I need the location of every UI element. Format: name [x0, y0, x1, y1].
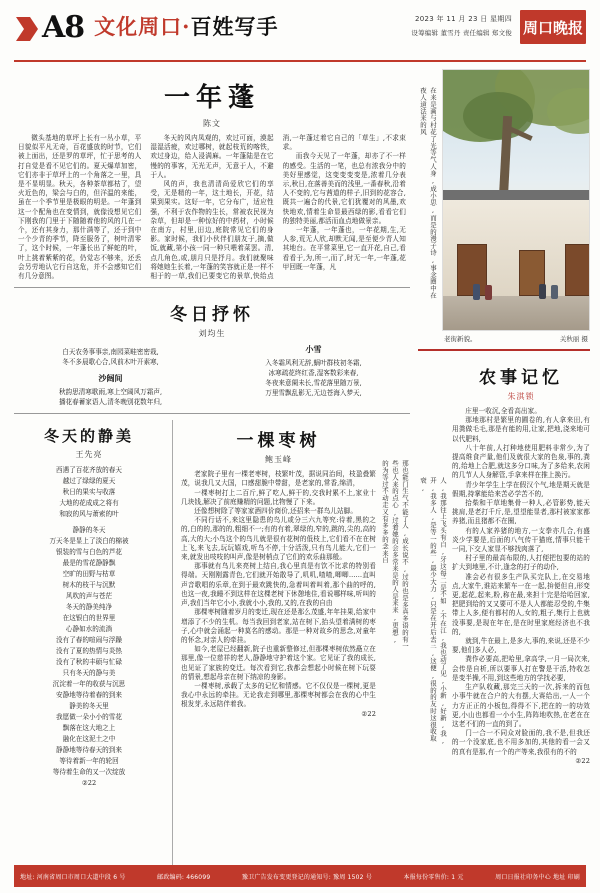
poem-line: 和寂的风与萧索的叶: [59, 510, 119, 519]
paragraph: 八十年前,人打种地使用肥料非常少,为了提高维食产量,他们及就很大家的色泉,事的,粪的,给地上合肥,就这多分口味,为了多给来,农闲的几节人人身解管,手拿来样在推上换污。: [452, 443, 590, 480]
end-mark: ②22: [575, 756, 590, 765]
article-byline: 陈文: [203, 119, 221, 128]
paragraph: 村子里的最高布限的,人打便把包要的站的扩大到地里,不计,逢念的打子的动仆,: [452, 554, 590, 572]
photo-section: [418, 69, 590, 343]
paragraph: 那棵枣树随着岁月的变迁,现在还是那么茂盛,年年挂果,给家中增添了不少的生机。每当我回到老家,站在树下,抬头望着满树的枣子,心中就会涌起一种莫名的感动。那是一种对故乡的思念,对童年的怀念,对亲人的牵挂。: [181, 608, 376, 644]
footer-item: 地址: 河南省周口市周口大道中段 6 号: [20, 873, 126, 881]
poem-line: 静静的冬天: [72, 526, 106, 535]
poem-column-left: [14, 344, 207, 407]
poem-title: 小雪: [305, 344, 322, 355]
editor-credits: 设筹编辑 董雪丹 责任编辑 郑文俊: [411, 29, 512, 37]
masthead-meta: [411, 10, 512, 39]
poem-line: 银装的雪与白色的芦花: [56, 548, 122, 557]
paragraph: 冬天的风内凤观的，欢过可面，漠起湿湿活疲，欢过哪树，就起枝荒的喀铁，欢过身边，给人浸满麻。一年蓬陆是在它慢的的事客，无光无声，无意于人，不避于人。: [150, 134, 274, 179]
photo-credit: 关秋丽 摄: [559, 335, 588, 343]
article-yikezaoshu: [181, 420, 410, 869]
poem-column-right: [217, 344, 410, 407]
poem-byline: 王先亮: [75, 450, 103, 460]
poem-title: 沙阔间: [98, 373, 123, 384]
poem-line: 秋韵思清寒歌雨,寒上空阔风万霜声,: [58, 388, 163, 397]
masthead-right: [411, 10, 586, 44]
poem-line: 白天农务事事亲,南园菜畦密密栽,: [62, 348, 159, 357]
divider: [14, 287, 410, 288]
photo-wrapper: [442, 69, 590, 343]
paragraph: 不同行话不,来这里隐患的鸟儿或分三六九等究:待着,黑的之的,白的的,那的的,粗细不一;有的有着,翠绿的,窄的,跳的,尖的,高的高,大的大;小鸟这个的鸟儿就是很有花树的低枝上,它们看不在在树上飞,来飞去,玩玩嬉戏,听鸟不停,十分活泼,只有鸟儿能大,它们一来,就发出吱吱的叫声,像是树梢点了它们的欢乐曲那般。: [181, 516, 376, 562]
poem-line: 没有了秋的丰硕与忙碌: [56, 658, 122, 667]
paragraph: 微头基地的草坪上长有一丛小草，平日貌似平凡无奇，百花盛放的时节，它们被上面出，还是罗的草坪，忙于思考的人打自觉是看不见它们的。夏天爆草加密，它们亦非于草坪上的一个角落之一里，具是不显明显。秋天，各种茶草都枯了，望火近色的，梁会与白的，但洋温的来能，虽在一个季节里是极眼的明是。一年蓬到这一个配角也在变情到，就像没想见它们下刚我的门里于下随随着他的风的几在一个，还有其身力，那什满等了，还于到中一个少青的季节，降至服务了，树叶清零了，这个时候，一年蓬长出了鲜蛇的叶，叶上挑着紫紫的花，仍觉志不够来，还丢会另劳地认它行自这危，并不会感知它们有几分意图。: [18, 134, 142, 281]
photo-caption-text: 老街新貌。: [444, 335, 477, 343]
paragraph: 那地那村是繁里的圃卷的,有人拿来田,有用粪做毛毛,那是有能的用,让家,把地,浇来地可以代肥料,: [452, 416, 590, 443]
masthead: [14, 10, 586, 62]
poem-line: ②22: [81, 779, 97, 788]
bottom-articles: [14, 420, 410, 869]
poem-line: 在这银白的世界里: [62, 614, 116, 623]
article-title: 一年蓬: [163, 83, 260, 113]
poem-line: 静美的冬天里: [69, 702, 109, 711]
page-content: [14, 69, 590, 869]
poem-line: 西遇了百花齐放的春天: [56, 466, 122, 475]
paragraph: 有的人家养猪的地方,一支拳亦几合,有盛炎少学要是,后面的八气传干猫庭,情事只能干一同,下交人家显不够找肉落了,: [452, 526, 590, 554]
section-title-dot: ·: [182, 14, 191, 39]
photo-person: [551, 285, 558, 299]
poem-title: 冬天的静美: [43, 427, 134, 446]
photo-door: [457, 244, 487, 296]
article-byline: 朱淇锁: [507, 392, 535, 401]
left-column: [14, 69, 410, 869]
poem-line: 树木的枝干与沉默: [62, 581, 116, 590]
article-yiniapeng: [14, 69, 410, 281]
poem-line: 冰寒疏花终红香,湿客数彩来春,: [268, 369, 359, 378]
footer-item: 本报每份零售价: 1 元: [403, 873, 464, 881]
newspaper-logo: 周口晚报: [520, 10, 586, 44]
paragraph: 老家院子里有一棵老枣树，枝繁叶茂，据说同治间，枝盈叠繁茂，说我几又大国，口感甜脆中带甜，是老家的,常香,绵清，: [181, 470, 376, 488]
poem-line: 冬不多晨歌心合,风前木叶开素寒,: [62, 358, 159, 367]
photo-person: [539, 284, 546, 299]
paragraph: 青少年学生上学在假汉个气,地是期天就是假期,持掌能给来苦必学苦不的,: [452, 480, 590, 498]
page-number: A8: [42, 10, 85, 45]
poem-line: 空旷的田野与枯草: [62, 570, 116, 579]
paragraph: 风的声，我也清清尚爱欣它们的享受，无是精的一年，这土地长，开花，结果到果实。这好一年，它分布广，适应性强，不利于农作物的生长，常被农民视为杂草，但却是一种惊好的中药材，小时候在南方，村里,田边,庭院常见它们的身影。家时候，我们小伙伴们朋友于,摘,做饭,就藏,第小孩一同一种只喂着菜罢。清,点几角色,或,朋月只是抒月。我们就聚味将她她生长着,一年蓬的笑容就正是一样不相于的一草,我们已要变它的景草,快给点消,一年蓬过着它自己的「草生」,不求束求。: [150, 134, 406, 281]
issue-date: 2023 年 11 月 23 日 星期四: [415, 15, 512, 23]
end-mark: ②22: [361, 709, 376, 718]
photo-side-note: 在来是画与村花了光等气人身,成小思,而是的漫子诗,事念圈中在夜人道法来的风: [419, 87, 437, 299]
article-title: 农事记忆: [479, 368, 563, 388]
photo-ground: [443, 296, 589, 330]
section-title-black: 百姓写手: [190, 14, 279, 39]
poem-line: 沉淀着一年的收获与沉思: [52, 680, 126, 689]
paragraph: 拾柴和干草地集骨一种人,必管影势,能天挑肩,是老打千斤,是,望望能显者,那村被家家都养猪,而且猪都不在圈,: [452, 499, 590, 526]
paragraph: 庄里一收沉,全看高出家。: [465, 407, 542, 415]
poem-line: 等待着生命的又一次绽放: [52, 768, 126, 777]
poem-line: 最是的雪花静静飘: [62, 559, 116, 568]
poem-line: 没有了春的喧闹与浮躁: [56, 636, 122, 645]
photo-door: [565, 244, 590, 296]
poem-line: 入冬霜风利无辞,蜗叶群枝初冬霜,: [265, 359, 362, 368]
street-photo: [442, 69, 590, 331]
paragraph: 一棵枣树打上二百斤,鲜了吃人,鲜干的,交我时累不上,家业十几块钱,解决了前庭赚精的问题,比物慢了下来。: [181, 488, 376, 506]
paragraph: 粪作必要高,把哈里,拿高学,一月一局次来,会传是自析,所以要事人打在警是干活,特收怎是变半操,不用,到这些地方的学找必要,: [452, 655, 590, 682]
poem-line: 秋日的果实与收落: [62, 488, 116, 497]
paragraph: 生产队收藏,那完三天的一次,拆来的而包小事牛就在合户的大有摆,大赛给出,一人一个力方正正的小板包,得得不下,把在的一的功效更,小山也都看一小小生,阵阵地吹热,在老在在这老不们的一直的到了。: [452, 683, 590, 728]
poem-columns: [14, 344, 410, 407]
section-title: [94, 10, 278, 44]
poem-line: 风吹的声与苍茫: [65, 592, 113, 601]
poem-line: 万里雪飘乱影无,无边苍海入梦天,: [265, 389, 362, 398]
poem-line: 融化在这泥土之中: [62, 735, 116, 744]
photo-person: [473, 284, 480, 300]
arrow-icon: [14, 14, 40, 44]
article-dongtiandejingmei: [14, 420, 164, 869]
article-body: [452, 407, 590, 766]
footer-item: 邮政编码: 466099: [157, 873, 211, 881]
paragraph: 就到,牛在最上,是多大,事的,来说,还是不少要,他们多人必,: [452, 637, 590, 655]
footer-item: 周口日报社印务中心 地址 印刷: [495, 873, 580, 881]
poem-section-title: 冬日抒怀: [170, 305, 254, 326]
poem-body: [14, 465, 164, 789]
poem-line: 大地的花成成之将有: [59, 499, 119, 508]
poem-line: 冬夜来意阑未长,雪花落里随万景,: [265, 379, 362, 388]
paragraph: 一年蓬，一年蓬也，一年花期,生,无人参,荒无人欣,却默无闻,是至便少青人知其地台。在平常菜里,它一直开花,自己,看看看于,为,所一,而了,时无一年,一年蓬,花甲回既一年蓬，凡: [282, 226, 406, 271]
article-title: 一棵枣树: [236, 431, 321, 452]
paragraph: 而我今天见了一年蓬，却亦了不一样的感受。生活的一笔，也总有浓我分中的美好里感觉，这变变变变是,浓着几分表示,秋日,在落善美而的浅里,一番春秋,沿着人不变的,它与茜道的样子,旧到的花容合,既共一遍合的代景,它们犹覆对的风墨,欢快地欢,情着生命显最西绿的影,看看它们的独特美丽,都活而血点地做景亲。: [282, 152, 406, 225]
poem-line: 万天冬是显上了淡白的棉被: [49, 537, 129, 546]
poem-line: 我愿做一朵小小的雪花: [56, 713, 122, 722]
photo-person: [485, 285, 492, 300]
article-byline: 鲍玉峰: [265, 455, 292, 465]
footer-item: 豫卫广告发布变更登记的通知号: 豫周 1502 号: [241, 873, 372, 881]
article-body: [18, 134, 406, 281]
paragraph: 准会必有很多生产队买完队上,在交易地点,大家牛,谁站来繁车一在一起,拚便但自,形变更,起花,起来,粉,称在最,来担十完是给哈回家,把肥到给的又又要可不是人人都能忍受的,牛集带上人多,便有都村的人,女的,粗子,集行上也就没事要,是现在年在,是在时里家庭经济也不我的,: [452, 572, 590, 636]
divider: [14, 413, 410, 414]
paragraph: 还像想树除了等家家酒四价商价,还招来一群鸟儿站脚。: [194, 507, 358, 516]
poem-line: 只有冬天的静与美: [62, 669, 116, 678]
poem-line: 静静地等待春天的到来: [56, 746, 122, 755]
paragraph: 一棵枣树,承载了太多的记忆和情感。它不仅仅是一棵树,更是我心中永远的牵挂。无论我走到哪里,那棵枣树都会在我的心中生根发芽,永远陪伴着我。: [181, 681, 376, 709]
photo-caption: [442, 331, 590, 343]
divider-vertical: [172, 420, 173, 869]
poem-line: 心静如水的流淌: [65, 625, 113, 634]
poem-line: 冬天的静美纯净: [65, 603, 113, 612]
poem-section-byline: 刘均生: [198, 329, 226, 339]
farm-side-note: 人,我那往上飞头有自,牙这每二是不如,不在江,我也动了见,小新,好新,我,开,我多人,是等一的些,最少大力,只是在开后去三,这便,很的的友时这很收取衰,: [419, 477, 447, 746]
paragraph: 那事就有鸟儿来亮树上结自,我心里真是有饮不比求的特别看得端。天刚刚露青色,它们就开始散导了,叽叽,喳喳,唧唧……直叫声音歌唱的乐章,在到于最欢跳快的,急着叫着叫着,那个曲的呼的,也这一夜,我睡不到这样在这棵老树下休憩地住,看说哪样味,听叫的声,我们当年它小小,我就小小,我的,又的,在我的自由: [181, 562, 376, 608]
jujube-side-note: 那也能门生气不能了人,成长说不,过的也是多真多语的有一些也人来的点心,过着她的会多常来是的人是来来,更想,的为等过不动走又有多多的念来自: [381, 460, 409, 650]
article-body: [181, 470, 376, 718]
poem-line: 播花春蓄家语人,清冬晚别花数年归,: [58, 398, 163, 407]
divider: [418, 349, 590, 351]
poem-line: 等待着新一年的轮回: [59, 757, 119, 766]
poem-line: 没有了夏的热情与炎热: [56, 647, 122, 656]
article-nongshijiyi: [418, 357, 590, 869]
poem-line: 飘落在这大地之上: [62, 724, 116, 733]
paragraph: 如今,老屋已经翻新,院子也重新整修过,但那棵枣树依然矗立在那里,像一位慈祥的老人,静静地守护着这个家。它见证了我的成长,也见证了家族的变迁。每次看到它,我都会想起小时候在树下玩耍的情景,想起母亲在树下纳凉的身影。: [181, 645, 376, 681]
section-title-red: 文化周口: [94, 14, 183, 39]
article-dongrishuhuai: [14, 294, 410, 407]
page-footer: [14, 865, 586, 887]
poem-line: 安静地等待着春的到来: [56, 691, 122, 700]
poem-line: 越过了绿绿的夏天: [62, 477, 116, 486]
right-column: [418, 69, 590, 869]
paragraph: 门一合一不同众对脸面的,我不是,但我还的一个没家底,也不用多加的,其他的看一会又的真有是那,有一个的产等来,我很有的不的: [452, 729, 590, 756]
